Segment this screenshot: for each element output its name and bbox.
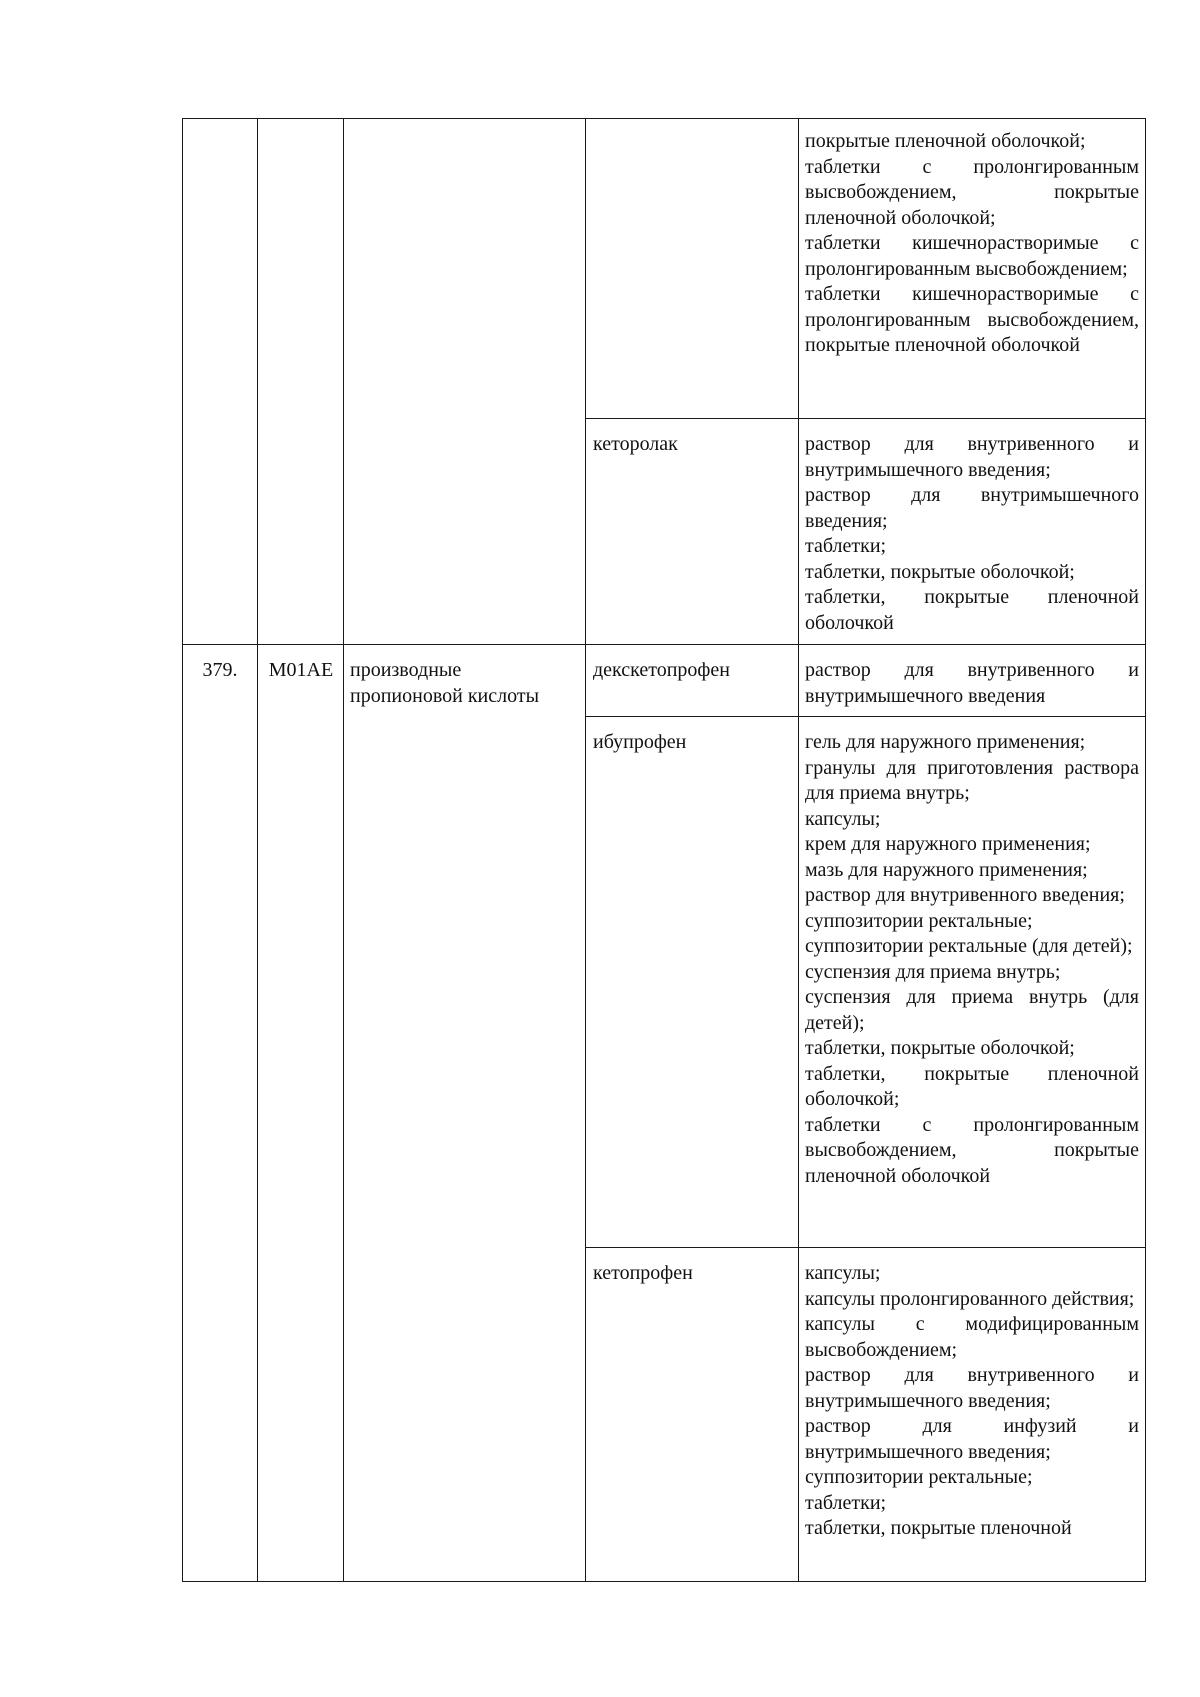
row-divider (182, 644, 1146, 645)
dosage-forms-cell (805, 1261, 1139, 1542)
dosage-form: суспензия для приема внутрь (для детей); (805, 986, 1139, 1034)
dosage-form: капсулы с модифицированным высвобождением; (805, 1313, 1139, 1361)
dosage-form: таблетки; (805, 535, 887, 557)
column-divider (798, 118, 799, 1582)
row-divider (585, 716, 1146, 717)
dosage-form: таблетки, покрытые оболочкой; (805, 560, 1075, 583)
dosage-form: мазь для наружного применения; (805, 858, 1088, 881)
dosage-form: таблетки с пролонгированным высвобождением, покрытые пленочной оболочкой (805, 1113, 1139, 1187)
dosage-form: капсулы; (805, 807, 881, 830)
dosage-form: таблетки с пролонгированным высвобождением, покрытые пленочной оболочкой; (805, 155, 1139, 229)
dosage-form: раствор для внутривенного и внутримышечного введения; (805, 1364, 1139, 1412)
column-divider (585, 118, 586, 1582)
dosage-form: таблетки кишечнорастворимые с пролонгированным высвобождением; (805, 232, 1139, 280)
dosage-form: гель для наружного применения; (805, 731, 1086, 753)
row-divider (585, 418, 1146, 419)
dosage-form: раствор для внутривенного и внутримышечного введения (805, 659, 1139, 707)
dosage-form: раствор для внутривенного и внутримышечного введения; (805, 433, 1139, 481)
drug-name: декскетопрофен (593, 659, 730, 681)
dosage-form: таблетки, покрытые пленочной (805, 1517, 1072, 1539)
dosage-form: таблетки, покрытые пленочной оболочкой (805, 586, 1139, 634)
drug-name: кеторолак (593, 433, 678, 455)
group-name: производные пропионовой кислоты (350, 659, 540, 707)
column-divider (257, 118, 258, 1582)
dosage-form: крем для наружного применения; (805, 833, 1091, 855)
drug-name: ибупрофен (593, 731, 687, 753)
dosage-form: таблетки, покрытые оболочкой; (805, 1037, 1075, 1059)
dosage-forms-cell (805, 658, 1139, 709)
dosage-form: капсулы пролонгированного действия; (805, 1287, 1135, 1310)
dosage-form: раствор для внутримышечного введения; (805, 484, 1139, 532)
dosage-form: таблетки; (805, 1491, 887, 1514)
drug-name: кетопрофен (593, 1262, 693, 1284)
dosage-form: гранулы для приготовления раствора для приема внутрь; (805, 756, 1139, 804)
dosage-form: раствор для инфузий и внутримышечного введения; (805, 1415, 1139, 1463)
dosage-forms-cell (805, 129, 1139, 359)
column-divider (343, 118, 344, 1582)
atc-code: M01AE (268, 659, 334, 681)
row-divider (585, 1247, 1146, 1248)
dosage-form: суппозитории ректальные; (805, 1466, 1033, 1488)
dosage-form: капсулы; (805, 1262, 881, 1284)
dosage-forms-cell (805, 432, 1139, 636)
dosage-form: покрытые пленочной оболочкой; (805, 130, 1086, 152)
dosage-form: суппозитории ректальные; (805, 909, 1033, 932)
dosage-form: таблетки кишечнорастворимые с пролонгированным высвобождением, покрытые пленочной оболочкой (805, 283, 1139, 356)
dosage-form: таблетки, покрытые пленочной оболочкой; (805, 1062, 1139, 1110)
dosage-form: раствор для внутривенного введения; (805, 884, 1125, 906)
dosage-form: суспензия для приема внутрь; (805, 960, 1061, 983)
dosage-form: суппозитории ректальные (для детей); (805, 935, 1133, 957)
dosage-forms-cell (805, 730, 1139, 1189)
row-number: 379. (202, 659, 238, 681)
